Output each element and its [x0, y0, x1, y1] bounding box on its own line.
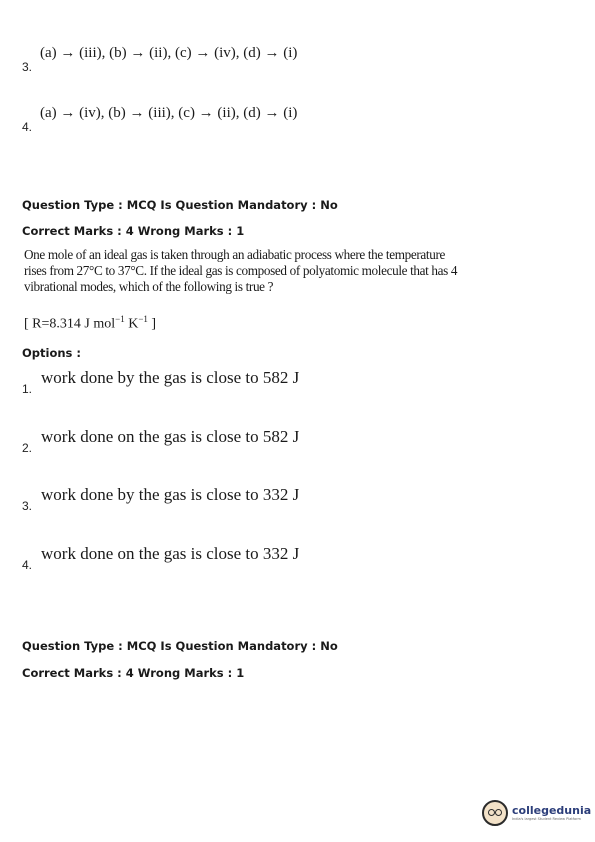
formula-exponent: −1 [138, 314, 148, 324]
option-text: (a) → (iv), (b) → (iii), (c) → (ii), (d) → (i) [40, 105, 298, 121]
question-text: One mole of an ideal gas is taken through an adiabatic process where the temperature rises from 27°C to 37°C. If the ideal gas is composed of polyatomic molecule that has 4 vibrational modes, which of the following is true ? [24, 247, 458, 294]
option-number: 4. [22, 120, 33, 134]
option-number: 3. [22, 60, 33, 74]
question-type-line: Question Type : MCQ Is Question Mandatory : No [22, 198, 338, 212]
logo-tagline: India's largest Student Review Platform [512, 816, 581, 821]
logo-name: collegedunia [512, 803, 592, 817]
marks-line: Correct Marks : 4 Wrong Marks : 1 [22, 224, 245, 238]
option-text: work done on the gas is close to 332 J [41, 544, 300, 563]
option-number: 2. [22, 441, 33, 455]
gas-constant-formula [24, 314, 156, 333]
option-number: 1. [22, 382, 33, 396]
option-number: 3. [22, 499, 33, 513]
option-text: work done by the gas is close to 332 J [41, 485, 300, 504]
question-type-line: Question Type : MCQ Is Question Mandatory : No [22, 639, 338, 653]
option-text: (a) → (iii), (b) → (ii), (c) → (iv), (d) → (i) [40, 45, 298, 61]
option-text: work done on the gas is close to 582 J [41, 427, 300, 446]
mascot-icon [482, 800, 508, 826]
formula-exponent: −1 [115, 314, 125, 324]
formula-end: ] [147, 316, 157, 332]
formula-main: [ R=8.314 J mol [24, 316, 116, 332]
formula-unit: K [124, 316, 139, 332]
marks-line: Correct Marks : 4 Wrong Marks : 1 [22, 666, 245, 680]
option-number: 4. [22, 558, 33, 572]
options-label: Options : [22, 346, 81, 360]
option-text: work done by the gas is close to 582 J [41, 368, 300, 387]
collegedunia-logo [482, 800, 591, 826]
